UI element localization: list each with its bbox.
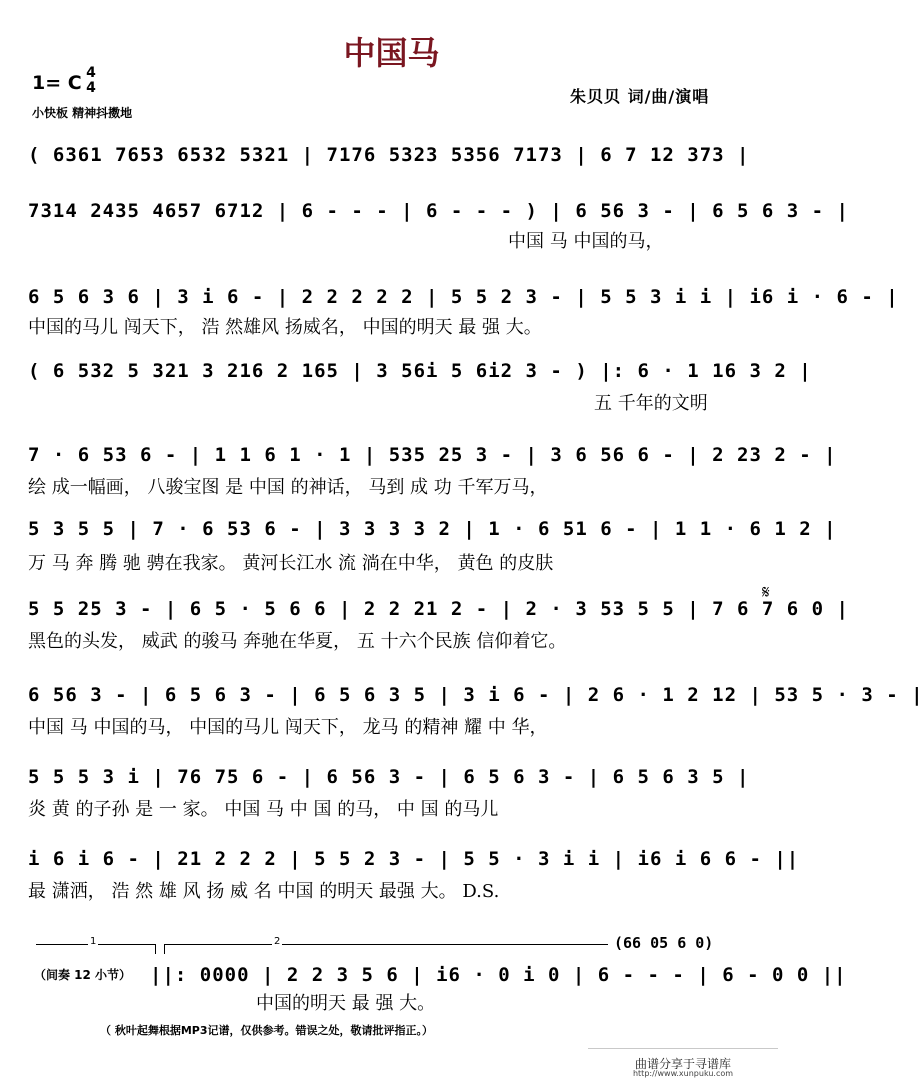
notation-row-5: 7 · 6 53 6 - | 1 1 6 1 · 1 | 535 25 3 - | 3 6 56 6 - | 2 23 2 - |: [28, 444, 837, 466]
lyric-row-10: 最 潇洒， 浩 然 雄 风 扬 威 名 中国 的明天 最强 大。 D.S.: [28, 881, 500, 902]
time-signature-bottom: 4: [86, 80, 96, 96]
credit-line: 朱贝贝 词/曲/演唱: [570, 87, 710, 106]
tempo-marking: 小快板 精神抖擞地: [32, 106, 133, 120]
notation-row-2: 7314 2435 4657 6712 | 6 - - - | 6 - - - ) | 6 56 3 - | 6 5 6 3 - |: [28, 200, 849, 222]
notation-row-7: 5 5 25 3 - | 6 5 · 5 6 6 | 2 2 21 2 - | 2 · 3 53 5 5 | 7 6 7 6 0 |: [28, 598, 849, 620]
notation-row-8: 6 56 3 - | 6 5 6 3 - | 6 5 6 3 5 | 3 i 6 - | 2 6 · 1 2 12 | 53 5 · 3 - |: [28, 684, 924, 706]
notation-row-4: ( 6 532 5 321 3 216 2 165 | 3 56i 5 6i2 3 - ) |: 6 · 1 16 3 2 |: [28, 360, 812, 382]
lyric-row-2: 中国 马 中国的马，: [508, 231, 664, 252]
notation-row-10: i 6 i 6 - | 21 2 2 2 | 5 5 2 3 - | 5 5 · 3 i i | i6 i 6 6 - ||: [28, 848, 800, 870]
lyric-row-3: 中国的马儿 闯天下， 浩 然雄风 扬威名， 中国的明天 最 强 大。: [28, 317, 542, 338]
lyric-row-4: 五 千年的文明: [594, 393, 708, 414]
volta-number-2: 2: [274, 936, 281, 947]
lyric-row-7: 黑色的头发， 威武 的骏马 奔驰在华夏， 五 十六个民族 信仰着它。: [28, 631, 567, 652]
page-title: 中国马: [343, 34, 440, 72]
footnote: （ 秋叶起舞根据MP3记谱，仅供参考。错误之处，敬请批评指正。）: [100, 1024, 433, 1037]
lyric-row-5: 绘 成一幅画， 八骏宝图 是 中国 的神话， 马到 成 功 千军万马，: [28, 477, 548, 498]
lyric-row-8: 中国 马 中国的马， 中国的马儿 闯天下， 龙马 的精神 耀 中 华，: [28, 717, 548, 738]
interlude-label: （间奏 12 小节）: [34, 968, 132, 982]
lyric-row-1: [28, 170, 768, 194]
time-signature: [82, 66, 100, 96]
watermark-text: 曲谱分享于寻谱库: [634, 1057, 731, 1071]
notation-row-6: 5 3 5 5 | 7 · 6 53 6 - | 3 3 3 3 2 | 1 · 6 51 6 - | 1 1 · 6 1 2 |: [28, 518, 837, 540]
volta-bracket-1: [36, 936, 156, 958]
lyric-row-6: 万 马 奔 腾 驰 骋在我家。 黄河长江水 流 淌在中华， 黄色 的皮肤: [28, 553, 554, 574]
segno-sign: 𝄋: [762, 582, 770, 603]
notation-row-3: 6 5 6 3 6 | 3 i 6 - | 2 2 2 2 2 | 5 5 2 3 - | 5 5 3 i i | i6 i · 6 - |: [28, 286, 899, 308]
lyric-row-11: 中国的明天 最 强 大。: [256, 993, 436, 1014]
volta-number-1: 1: [90, 936, 97, 947]
watermark: [588, 1048, 778, 1081]
lyric-row-9: 炎 黄 的子孙 是 一 家。 中国 马 中 国 的马， 中 国 的马儿: [28, 799, 499, 820]
watermark-url[interactable]: http://www.xunpuku.com: [632, 1069, 734, 1078]
key-signature: 1= C: [32, 72, 82, 94]
volta-bracket-2: [164, 936, 608, 958]
notation-row-9: 5 5 5 3 i | 76 75 6 - | 6 56 3 - | 6 5 6 3 - | 6 5 6 3 5 |: [28, 766, 750, 788]
time-signature-top: 4: [86, 65, 96, 81]
notation-row-1: ( 6361 7653 6532 5321 | 7176 5323 5356 7173 | 6 7 12 373 |: [28, 144, 750, 166]
notation-row-11: ||: 0000 | 2 2 3 5 6 | i6 · 0 i 0 | 6 - - - | 6 - 0 0 ||: [150, 964, 847, 986]
ending-paren-notes: (66 05 6 0): [614, 934, 714, 952]
